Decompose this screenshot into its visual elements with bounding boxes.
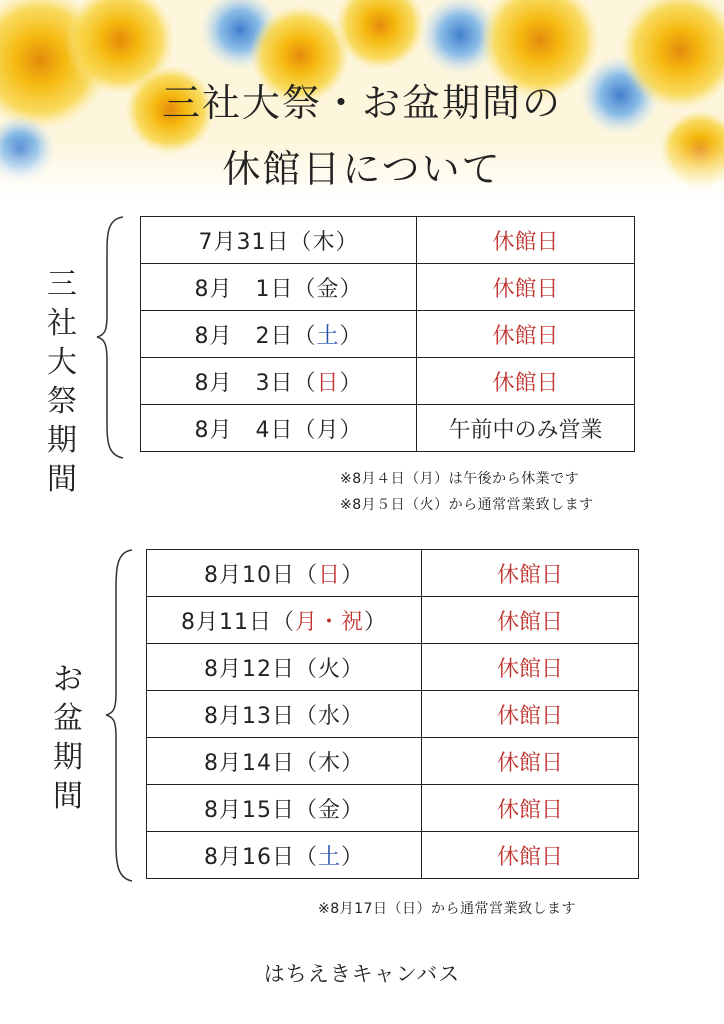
date-cell: 8月11日（月・祝） — [147, 597, 422, 644]
date-cell: 8月 2日（土） — [141, 311, 417, 358]
date-cell: 8月16日（土） — [147, 832, 422, 879]
table-row — [141, 358, 635, 405]
table-row — [147, 832, 639, 879]
table-row — [147, 550, 639, 597]
table-row — [147, 738, 639, 785]
date-cell: 8月 3日（日） — [141, 358, 417, 405]
brace-icon — [95, 215, 125, 460]
section-label-obon: お 盆 期 間 — [53, 662, 83, 814]
table-row — [141, 264, 635, 311]
date-cell: 8月10日（日） — [147, 550, 422, 597]
schedule-table-obon — [146, 549, 639, 879]
table-row — [147, 597, 639, 644]
status-cell: 休館日 — [417, 264, 635, 311]
table-row — [141, 311, 635, 358]
date-cell: 8月14日（木） — [147, 738, 422, 785]
status-cell: 休館日 — [422, 738, 639, 785]
footer-brand: はちえきキャンバス — [263, 962, 461, 986]
note-text: ※8月４日（月）は午後から休業です — [340, 471, 580, 487]
date-cell: 8月15日（金） — [147, 785, 422, 832]
page-title-line2: 休館日について — [222, 147, 502, 191]
brace-icon — [104, 548, 134, 883]
status-cell: 休館日 — [422, 597, 639, 644]
table-row — [141, 405, 635, 452]
date-cell: 7月31日（木） — [141, 217, 417, 264]
status-cell: 休館日 — [422, 832, 639, 879]
status-cell: 休館日 — [417, 358, 635, 405]
note-text: ※8月17日（日）から通常営業致します — [318, 901, 576, 917]
status-cell: 休館日 — [422, 644, 639, 691]
status-cell: 休館日 — [422, 550, 639, 597]
date-cell: 8月 1日（金） — [141, 264, 417, 311]
page-title-line1: 三社大祭・お盆期間の — [161, 81, 562, 125]
section-label-sansha-taisai: 三 社 大 祭 期 間 — [47, 267, 77, 497]
date-cell: 8月13日（水） — [147, 691, 422, 738]
status-cell: 休館日 — [417, 217, 635, 264]
status-cell: 休館日 — [422, 691, 639, 738]
date-cell: 8月 4日（月） — [141, 405, 417, 452]
schedule-table-sansha — [140, 216, 635, 452]
status-cell: 休館日 — [417, 311, 635, 358]
table-row — [141, 217, 635, 264]
note-text: ※8月５日（火）から通常営業致します — [340, 497, 594, 513]
table-row — [147, 644, 639, 691]
date-cell: 8月12日（火） — [147, 644, 422, 691]
status-cell: 休館日 — [422, 785, 639, 832]
table-row — [147, 691, 639, 738]
status-cell: 午前中のみ営業 — [417, 405, 635, 452]
table-row — [147, 785, 639, 832]
